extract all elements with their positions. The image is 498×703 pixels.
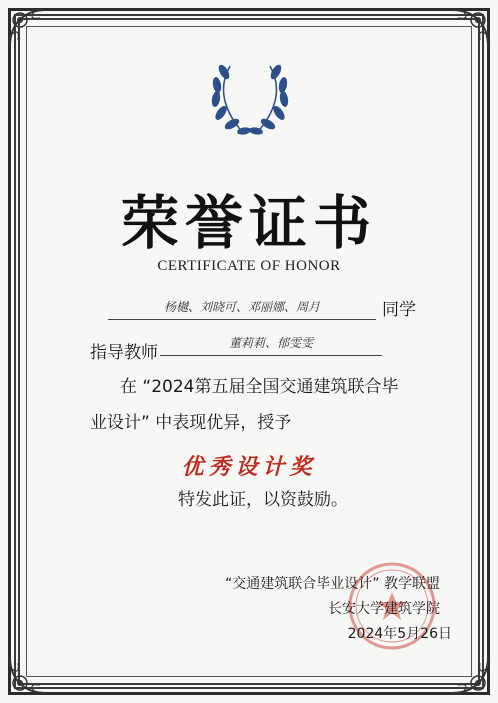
laurel-wreath-icon [204,52,296,144]
body-text-line-2: 业设计” 中表现优异，授予 [90,413,292,433]
advisor-names: 董莉莉、郁雯雯 [160,333,382,356]
corner-ornament-icon [448,653,492,697]
issuer-school: 长安大学建筑学院 [328,601,440,617]
certificate-title: 荣誉证书 [120,189,377,257]
recipient-names: 杨樾、刘晓可、邓丽娜、周月 [108,297,376,320]
body-text-line-1: 在 “2024第五届全国交通建筑联合毕 [120,377,399,397]
issuer-alliance: “交通建筑联合毕业设计” 教学联盟 [225,576,440,592]
advisor-label: 指导教师 [90,343,158,363]
corner-ornament-icon [448,6,492,50]
recipient-suffix: 同学 [382,300,416,320]
certificate-subtitle: CERTIFICATE OF HONOR [157,258,341,274]
issue-date: 2024年5月26日 [347,626,452,642]
award-name: 优秀设计奖 [181,455,317,480]
corner-ornament-icon [6,6,50,50]
grant-text: 特发此证，以资鼓励。 [178,490,348,510]
corner-ornament-icon [6,653,50,697]
